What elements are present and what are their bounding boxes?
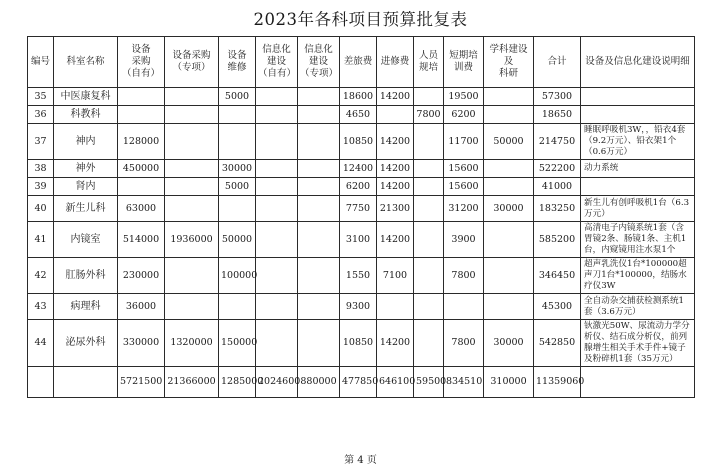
cell-maint: 1285000: [219, 367, 256, 398]
cell-maint: [219, 124, 256, 160]
cell-it-self: [256, 222, 298, 258]
cell-study: 14200: [377, 178, 414, 196]
cell-it-special: [298, 88, 340, 106]
cell-it-self: [256, 178, 298, 196]
cell-discipline: [484, 222, 534, 258]
col-header-equip-special: 设备采购 （专项）: [165, 37, 219, 88]
cell-training: 19500: [444, 88, 484, 106]
cell-it-special: [298, 196, 340, 222]
cell-training: 31200: [444, 196, 484, 222]
cell-training: 11700: [444, 124, 484, 160]
cell-total: 346450: [534, 258, 581, 294]
cell-no: 40: [28, 196, 54, 222]
cell-it-special: [298, 106, 340, 124]
cell-it-special: [298, 320, 340, 367]
cell-maint: 100000: [219, 258, 256, 294]
budget-table: [27, 36, 695, 398]
cell-total: 183250: [534, 196, 581, 222]
cell-equip-special: [165, 88, 219, 106]
cell-equip-self: 514000: [118, 222, 165, 258]
cell-it-self: [256, 196, 298, 222]
cell-maint: [219, 294, 256, 320]
cell-training: 834510: [444, 367, 484, 398]
cell-discipline: [484, 258, 534, 294]
col-header-maint: 设备 维修: [219, 37, 256, 88]
cell-maint: 50000: [219, 222, 256, 258]
cell-travel: 6200: [340, 178, 377, 196]
cell-desc: 钬激光50W、尿流动力学分析仪、结石成分析仪，前列腺增生相关手术手件+镜子及粉碎机1套（35万元）: [581, 320, 695, 367]
cell-no: 36: [28, 106, 54, 124]
cell-training: 7800: [444, 258, 484, 294]
cell-travel: 10850: [340, 124, 377, 160]
cell-it-self: [256, 320, 298, 367]
table-row: [28, 88, 695, 106]
cell-no: 38: [28, 160, 54, 178]
table-row: [28, 258, 695, 294]
cell-no: 35: [28, 88, 54, 106]
cell-travel: 4650: [340, 106, 377, 124]
cell-no: 43: [28, 294, 54, 320]
cell-travel: 477850: [340, 367, 377, 398]
cell-staff: [414, 258, 444, 294]
cell-training: 7800: [444, 320, 484, 367]
col-header-travel: 差旅费: [340, 37, 377, 88]
cell-equip-self: [118, 178, 165, 196]
cell-travel: 18600: [340, 88, 377, 106]
cell-total: 522200: [534, 160, 581, 178]
cell-discipline: 30000: [484, 196, 534, 222]
cell-training: 15600: [444, 160, 484, 178]
cell-it-special: [298, 294, 340, 320]
cell-total: 45300: [534, 294, 581, 320]
col-header-it-self: 信息化 建设 （自有）: [256, 37, 298, 88]
cell-dept: 新生儿科: [54, 196, 118, 222]
cell-study: 21300: [377, 196, 414, 222]
col-header-no: 编号: [28, 37, 54, 88]
cell-equip-special: 1936000: [165, 222, 219, 258]
cell-equip-self: 63000: [118, 196, 165, 222]
cell-desc: [581, 367, 695, 398]
table-row: [28, 106, 695, 124]
cell-it-special: [298, 178, 340, 196]
cell-dept: 肾内: [54, 178, 118, 196]
cell-staff: [414, 294, 444, 320]
col-header-desc: 设备及信息化建设说明细: [581, 37, 695, 88]
cell-total: 11359060: [534, 367, 581, 398]
cell-no: 37: [28, 124, 54, 160]
cell-study: 14200: [377, 222, 414, 258]
cell-equip-special: 21366000: [165, 367, 219, 398]
cell-equip-special: [165, 178, 219, 196]
cell-equip-self: 128000: [118, 124, 165, 160]
cell-travel: 7750: [340, 196, 377, 222]
cell-discipline: 50000: [484, 124, 534, 160]
cell-equip-self: 5721500: [118, 367, 165, 398]
cell-study: 14200: [377, 124, 414, 160]
cell-maint: [219, 106, 256, 124]
cell-it-special: [298, 222, 340, 258]
table-row: [28, 222, 695, 258]
cell-it-self: [256, 106, 298, 124]
cell-travel: 12400: [340, 160, 377, 178]
cell-desc: 动力系统: [581, 160, 695, 178]
cell-training: 3900: [444, 222, 484, 258]
cell-maint: 5000: [219, 178, 256, 196]
cell-dept: 科教科: [54, 106, 118, 124]
cell-total: 57300: [534, 88, 581, 106]
cell-desc: [581, 88, 695, 106]
cell-staff: 7800: [414, 106, 444, 124]
cell-dept: 内镜室: [54, 222, 118, 258]
cell-it-special: 880000: [298, 367, 340, 398]
cell-total: 542850: [534, 320, 581, 367]
cell-training: 15600: [444, 178, 484, 196]
cell-maint: 5000: [219, 88, 256, 106]
cell-it-self: [256, 294, 298, 320]
table-row: [28, 160, 695, 178]
table-row: [28, 294, 695, 320]
cell-equip-special: 1320000: [165, 320, 219, 367]
cell-travel: 9300: [340, 294, 377, 320]
cell-discipline: [484, 294, 534, 320]
cell-it-special: [298, 160, 340, 178]
cell-study: 14200: [377, 160, 414, 178]
cell-dept: 神内: [54, 124, 118, 160]
cell-no: 44: [28, 320, 54, 367]
cell-equip-special: [165, 196, 219, 222]
cell-staff: [414, 320, 444, 367]
cell-it-self: 2024600: [256, 367, 298, 398]
cell-maint: 30000: [219, 160, 256, 178]
cell-dept: 肛肠外科: [54, 258, 118, 294]
cell-discipline: [484, 106, 534, 124]
cell-maint: 150000: [219, 320, 256, 367]
cell-equip-special: [165, 106, 219, 124]
cell-dept: 病理科: [54, 294, 118, 320]
cell-discipline: [484, 88, 534, 106]
cell-equip-special: [165, 124, 219, 160]
cell-equip-self: [118, 88, 165, 106]
cell-study: 646100: [377, 367, 414, 398]
col-header-dept: 科室名称: [54, 37, 118, 88]
cell-equip-self: 330000: [118, 320, 165, 367]
cell-it-special: [298, 124, 340, 160]
cell-staff: [414, 88, 444, 106]
cell-desc: 新生儿有创呼吸机1台（6.3万元）: [581, 196, 695, 222]
cell-dept: [54, 367, 118, 398]
cell-training: 6200: [444, 106, 484, 124]
cell-equip-self: 230000: [118, 258, 165, 294]
cell-it-self: [256, 124, 298, 160]
cell-no: 39: [28, 178, 54, 196]
col-header-equip-self: 设备 采购 （自有）: [118, 37, 165, 88]
table-body: [28, 88, 695, 398]
cell-equip-self: [118, 106, 165, 124]
cell-discipline: 30000: [484, 320, 534, 367]
cell-equip-special: [165, 160, 219, 178]
table-row: [28, 178, 695, 196]
cell-discipline: [484, 178, 534, 196]
cell-equip-special: [165, 294, 219, 320]
cell-staff: [414, 196, 444, 222]
cell-travel: 1550: [340, 258, 377, 294]
cell-it-self: [256, 160, 298, 178]
cell-study: [377, 294, 414, 320]
cell-discipline: [484, 160, 534, 178]
cell-travel: 3100: [340, 222, 377, 258]
cell-staff: [414, 160, 444, 178]
cell-maint: [219, 196, 256, 222]
col-header-total: 合计: [534, 37, 581, 88]
col-header-training: 短期培 训费: [444, 37, 484, 88]
col-header-it-special: 信息化 建设 （专项）: [298, 37, 340, 88]
cell-study: 14200: [377, 320, 414, 367]
cell-desc: 超声乳洗仪1台*100000超声刀1台*100000，结肠水疗仪3W: [581, 258, 695, 294]
cell-equip-self: 36000: [118, 294, 165, 320]
cell-it-self: [256, 88, 298, 106]
cell-training: [444, 294, 484, 320]
cell-dept: 泌尿外科: [54, 320, 118, 367]
cell-total: 41000: [534, 178, 581, 196]
cell-desc: 高清电子内镜系统1套（含胃镜2条、肠镜1条、主机1台，内窥镜用注水泵1个: [581, 222, 695, 258]
cell-discipline: 310000: [484, 367, 534, 398]
cell-travel: 10850: [340, 320, 377, 367]
cell-total: 585200: [534, 222, 581, 258]
page-title: 2023年各科项目预算批复表: [253, 10, 468, 29]
cell-staff: 59500: [414, 367, 444, 398]
cell-equip-special: [165, 258, 219, 294]
cell-no: 41: [28, 222, 54, 258]
cell-study: 14200: [377, 88, 414, 106]
cell-staff: [414, 124, 444, 160]
cell-total: 18650: [534, 106, 581, 124]
cell-no: 42: [28, 258, 54, 294]
header-row: [28, 37, 695, 88]
cell-desc: 全自动杂交捕获检测系统1套（3.6万元）: [581, 294, 695, 320]
cell-study: 7100: [377, 258, 414, 294]
cell-total: 214750: [534, 124, 581, 160]
table-row: [28, 124, 695, 160]
table-row: [28, 320, 695, 367]
table-row: [28, 196, 695, 222]
page-number: 第 4 页: [344, 455, 377, 466]
totals-row: [28, 367, 695, 398]
cell-desc: 睡眠呼吸机3W，，铅衣4套（9.2万元）、铅衣架1个（0.6万元）: [581, 124, 695, 160]
col-header-discipline: 学科建设 及 科研: [484, 37, 534, 88]
cell-staff: [414, 222, 444, 258]
cell-equip-self: 450000: [118, 160, 165, 178]
cell-dept: 神外: [54, 160, 118, 178]
col-header-staff: 人员 规培: [414, 37, 444, 88]
cell-staff: [414, 178, 444, 196]
cell-it-self: [256, 258, 298, 294]
cell-desc: [581, 178, 695, 196]
cell-it-special: [298, 258, 340, 294]
col-header-study: 进修费: [377, 37, 414, 88]
cell-dept: 中医康复科: [54, 88, 118, 106]
cell-study: [377, 106, 414, 124]
cell-no: [28, 367, 54, 398]
cell-desc: [581, 106, 695, 124]
